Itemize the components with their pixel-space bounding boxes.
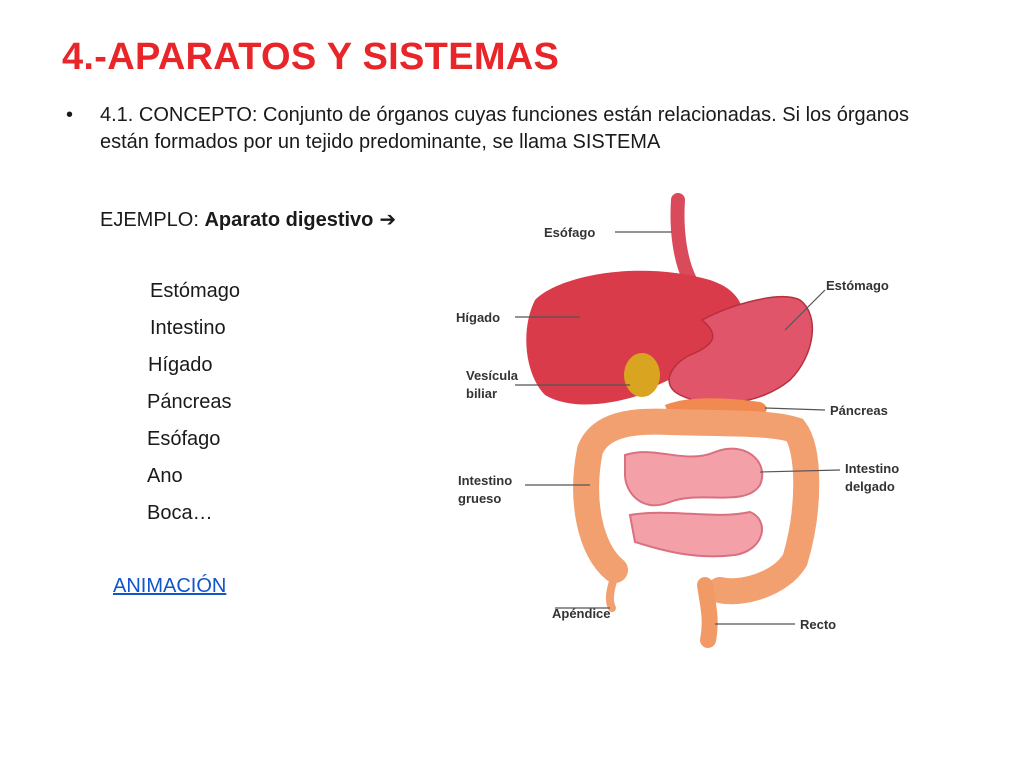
appendix-shape xyxy=(610,575,615,608)
label-pancreas: Páncreas xyxy=(830,403,888,418)
label-vesicula-2: biliar xyxy=(466,386,498,401)
concept-text: 4.1. CONCEPTO: Conjunto de órganos cuyas funciones están relacionadas. Si los órganos están formados por un tejido predominante, se llama SISTEMA xyxy=(100,104,909,153)
example-prefix: EJEMPLO: xyxy=(100,209,205,231)
organ-item: Esófago xyxy=(147,428,221,450)
label-intestino-grueso-1: Intestino xyxy=(458,473,513,488)
label-esofago: Esófago xyxy=(544,225,596,240)
digestive-system-diagram xyxy=(440,190,920,650)
label-apendice: Apéndice xyxy=(552,606,611,621)
organ-item: Ano xyxy=(147,465,183,487)
label-higado: Hígado xyxy=(456,310,501,325)
organ-item: Hígado xyxy=(148,354,213,376)
small-intestine-shape xyxy=(625,449,762,557)
example-line xyxy=(100,207,396,232)
label-vesicula-1: Vesícula xyxy=(466,368,519,383)
organ-item: Intestino xyxy=(150,317,226,339)
rectum-shape xyxy=(705,585,710,640)
label-estomago: Estómago xyxy=(826,278,889,293)
label-intestino-grueso-2: grueso xyxy=(458,491,502,506)
organ-item: Páncreas xyxy=(147,391,232,413)
organ-item: Boca… xyxy=(147,502,213,524)
gallbladder-shape xyxy=(624,353,660,397)
label-intestino-delgado-2: delgado xyxy=(845,479,895,494)
label-intestino-delgado-1: Intestino xyxy=(845,461,900,476)
large-intestine-shape xyxy=(586,422,806,592)
slide-title: 4.-APARATOS Y SISTEMAS xyxy=(62,36,560,78)
organ-item: Estómago xyxy=(150,280,241,302)
bullet-marker: • xyxy=(66,104,74,126)
label-recto: Recto xyxy=(800,617,837,632)
animation-link[interactable]: ANIMACIÓN xyxy=(113,575,227,597)
example-value: Aparato digestivo xyxy=(204,209,374,231)
arrow-right-icon: ➔ xyxy=(379,209,397,231)
